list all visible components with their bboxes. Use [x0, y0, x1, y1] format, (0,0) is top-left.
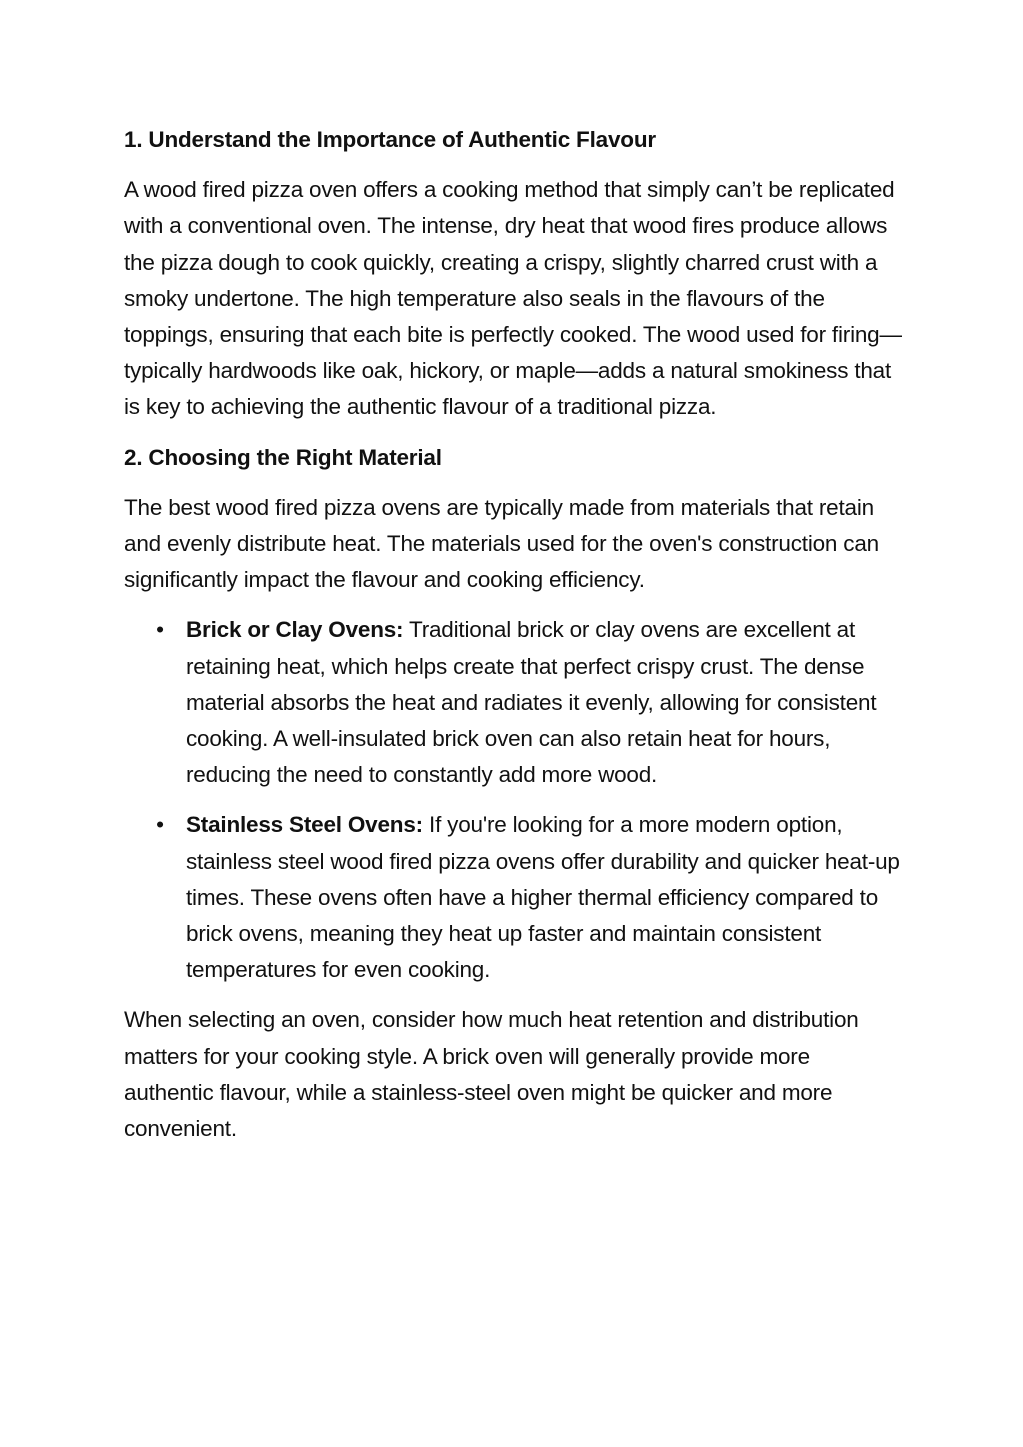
list-item-brick-clay — [156, 612, 904, 793]
paragraph-authentic-flavour: A wood fired pizza oven offers a cooking method that simply can’t be replicated with a conventional oven. The intense, dry heat that wood fires produce allows the pizza dough to cook quickly, creating a crispy, slightly charred crust with a smoky undertone. The high temperature also seals in the flavours of the toppings, ensuring that each bite is perfectly cooked. The wood used for firing—typically hardwoods like oak, hickory, or maple—adds a natural smokiness that is key to achieving the authentic flavour of a traditional pizza. — [124, 177, 902, 420]
paragraph-materials-intro: The best wood fired pizza ovens are typically made from materials that retain and evenly distribute heat. The materials used for the oven's construction can significantly impact the flavour and cooking efficiency. — [124, 494, 879, 593]
list-item-text: Traditional brick or clay ovens are excellent at retaining heat, which helps create that perfect crispy crust. The dense material absorbs the heat and radiates it evenly, allowing for consistent cooking. A well-insulated brick oven can also retain heat for hours, reducing the need to constantly add more wood. — [186, 617, 877, 788]
list-item-stainless-steel — [156, 807, 904, 988]
list-item-term: Stainless Steel Ovens: — [186, 812, 423, 838]
section-heading-right-material: 2. Choosing the Right Material — [124, 444, 442, 470]
section-heading-authentic-flavour: 1. Understand the Importance of Authentic Flavour — [124, 127, 656, 152]
bullet-icon: • — [156, 812, 164, 838]
list-item-text: If you're looking for a more modern option, stainless steel wood fired pizza ovens offer durability and quicker heat-up times. These ovens often have a higher thermal efficiency compared to brick ovens, meaning they heat up faster and maintain consistent temperatures for even cooking. — [186, 812, 900, 983]
document-page — [124, 122, 904, 1161]
oven-material-list — [124, 612, 904, 988]
list-item-term: Brick or Clay Ovens: — [186, 617, 404, 643]
paragraph-conclusion: When selecting an oven, consider how much heat retention and distribution matters for your cooking style. A brick oven will generally provide more authentic flavour, while a stainless-steel oven might be quicker and more convenient. — [124, 1007, 859, 1142]
bullet-icon: • — [156, 617, 164, 643]
